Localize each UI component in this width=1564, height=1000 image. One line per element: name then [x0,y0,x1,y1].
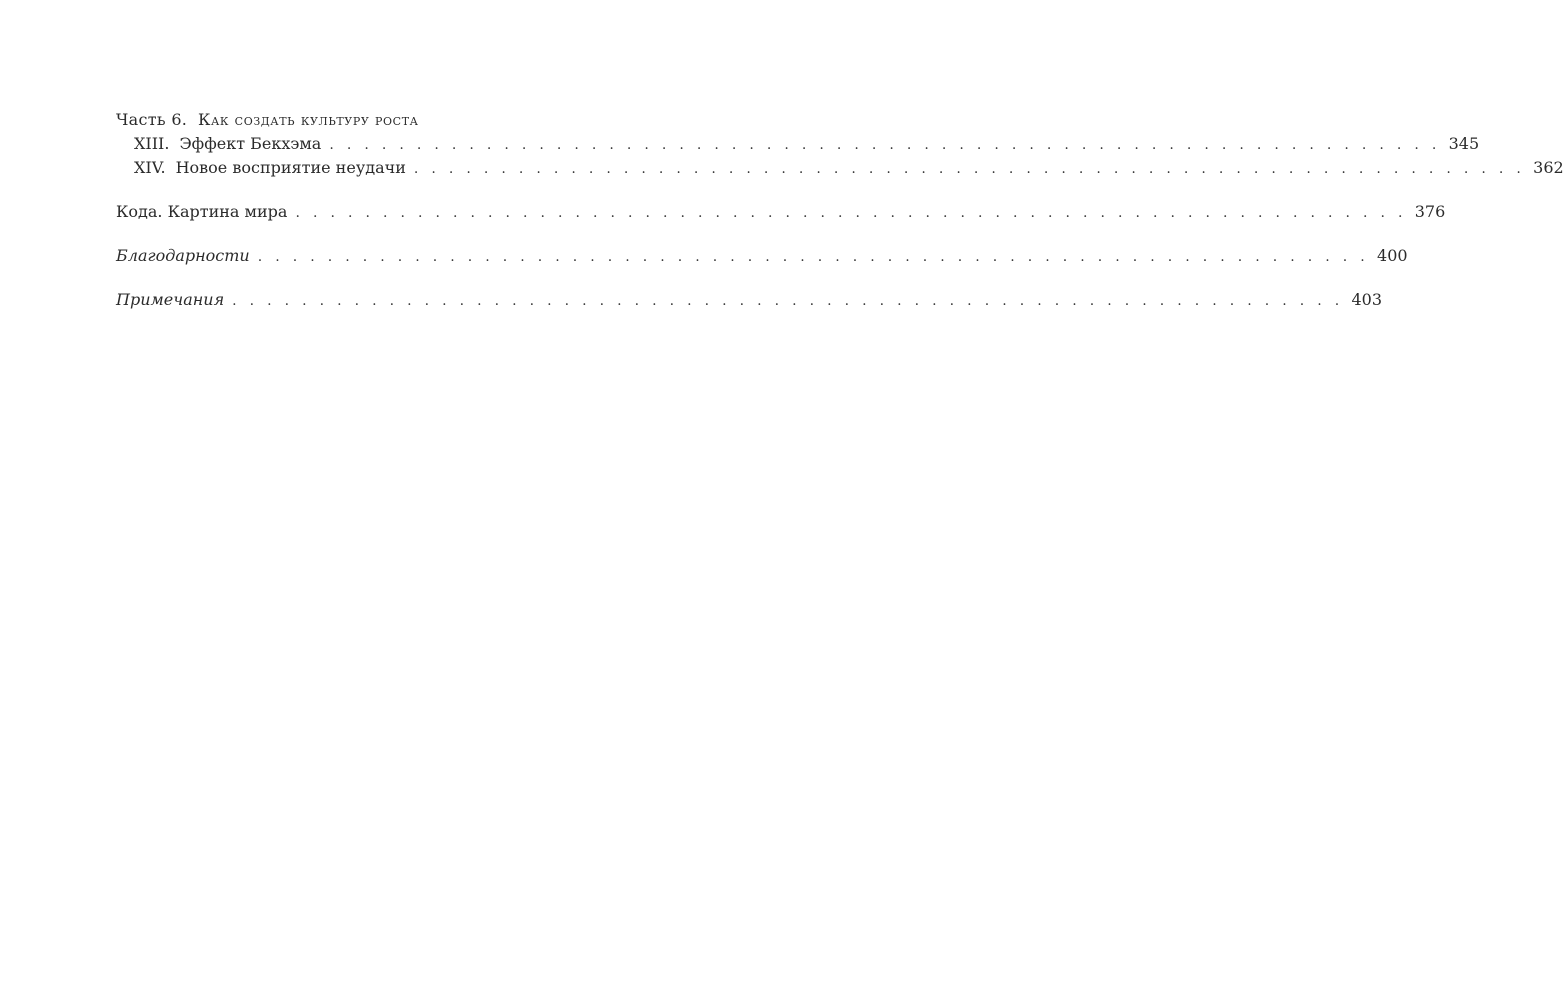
chapter-title: Новое восприятие неудачи [175,158,406,177]
page-number: 400 [1377,246,1408,265]
table-of-contents [116,108,1564,312]
dot-leader: . . . . . . . . . . . . . . . . . . . . . . . . . . . . . . . . . . . . . . . . . . . . . . . . . . . . . . . . . . . . . . . . [232,293,1344,309]
page-number: 376 [1414,202,1446,221]
page-number: 362 [1533,158,1564,177]
toc-entry[interactable] [116,288,1382,312]
spacer [116,268,592,288]
toc-entry[interactable] [116,200,1446,224]
entry-title: Благодарности [116,246,250,265]
toc-entry[interactable] [116,244,1408,268]
spacer [116,224,592,244]
chapter-number: XIV. [134,158,166,177]
dot-leader: . . . . . . . . . . . . . . . . . . . . . . . . . . . . . . . . . . . . . . . . . . . . . . . . . . . . . . . . . . . . . . . . [329,137,1441,153]
chapter-title: Эффект Бекхэма [179,134,322,153]
part-label: Часть 6. [116,110,188,129]
toc-entry[interactable] [116,156,1564,180]
part-title: Как создать культуру роста [197,110,419,129]
toc-entry[interactable] [116,132,1480,156]
part-heading [116,108,592,132]
dot-leader: . . . . . . . . . . . . . . . . . . . . . . . . . . . . . . . . . . . . . . . . . . . . . . . . . . . . . . . . . . . . . . . . [413,161,1526,177]
page-number: 345 [1448,134,1480,153]
entry-title: Кода. Картина мира [116,202,288,221]
page-number: 403 [1351,290,1382,309]
chapter-number: XIII. [134,134,170,153]
dot-leader: . . . . . . . . . . . . . . . . . . . . . . . . . . . . . . . . . . . . . . . . . . . . . . . . . . . . . . . . . . . . . . . . [295,205,1407,221]
dot-leader: . . . . . . . . . . . . . . . . . . . . . . . . . . . . . . . . . . . . . . . . . . . . . . . . . . . . . . . . . . . . . . . . [257,249,1370,265]
entry-title: Примечания [116,290,225,309]
spacer [116,180,592,200]
